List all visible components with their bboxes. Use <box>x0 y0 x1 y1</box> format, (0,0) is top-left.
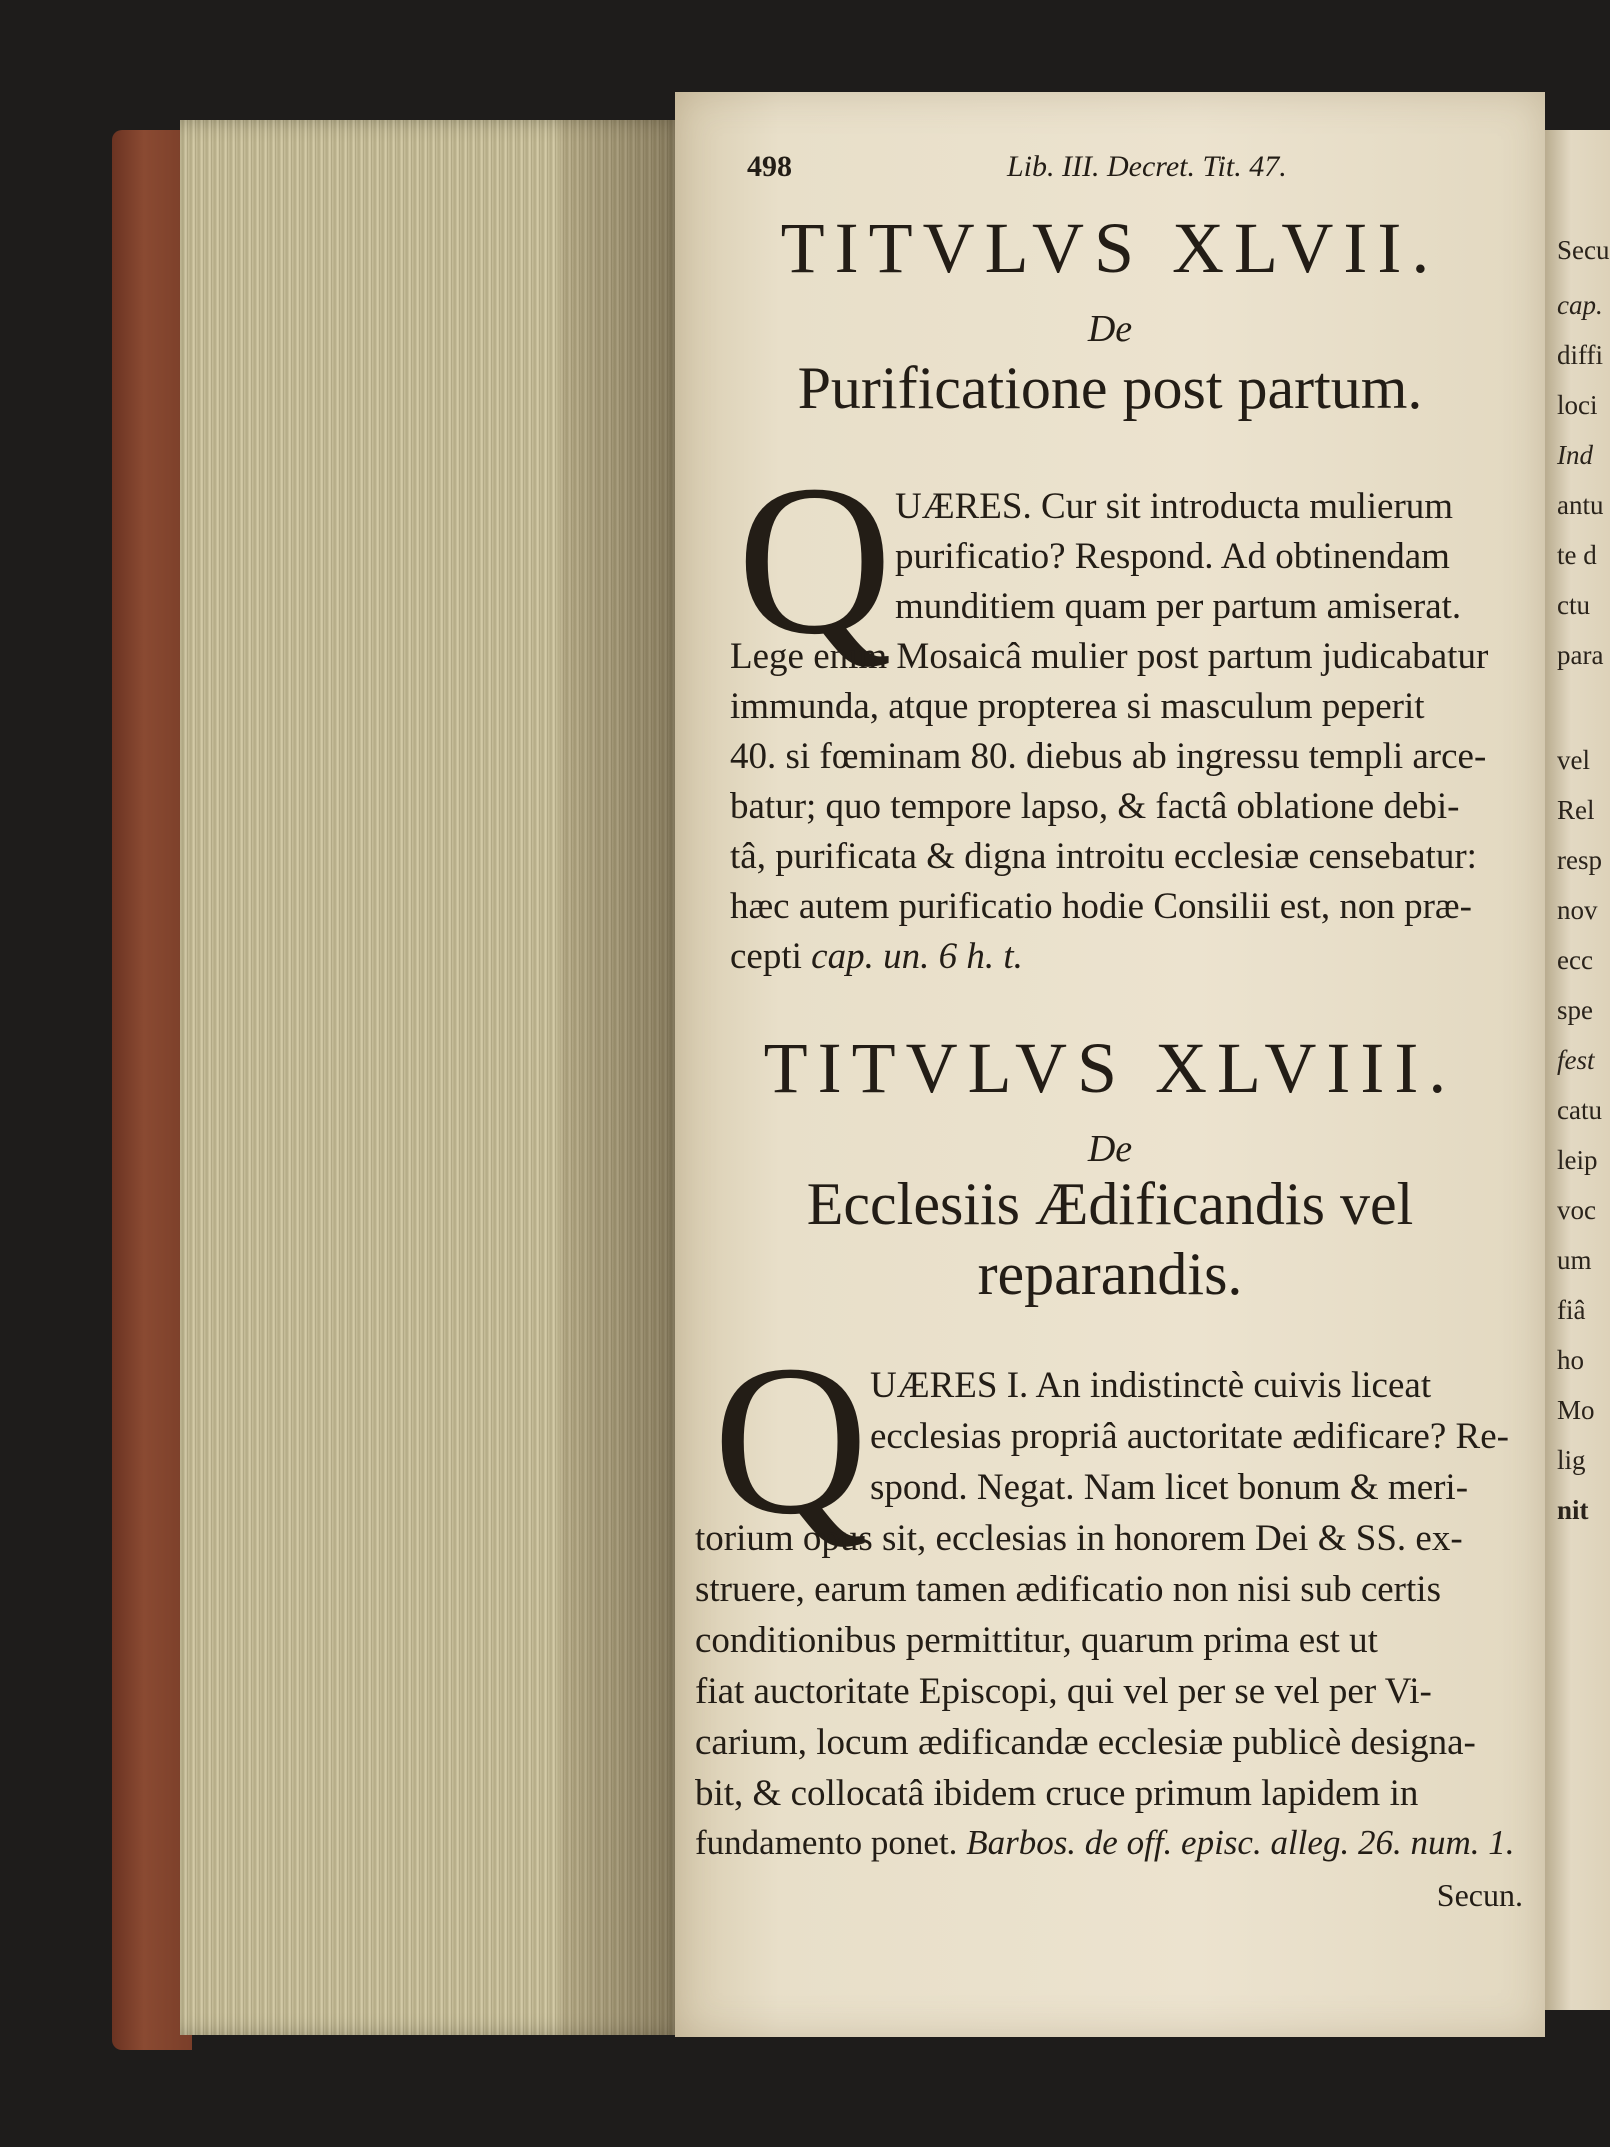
text-line: hæc autem purificatio hodie Consilii est, non præ- <box>730 886 1472 927</box>
text-line: purificatio? Respond. Ad obtinendam <box>895 536 1450 577</box>
facing-page-fragment: Secu cap. diffi loci Ind antu te d ctu para vel Rel resp nov ecc spe fest catu leip voc um fiâ ho Mo lig nit <box>1545 130 1610 2010</box>
text-line: fiat auctoritate Episcopi, qui vel per se vel per Vi- <box>695 1671 1432 1712</box>
section-subtitle: Purificatione post partum. <box>797 355 1423 421</box>
text-line: torium opus sit, ecclesias in honorem Dei & SS. ex- <box>695 1518 1463 1559</box>
section-title: TITVLVS XLVII. <box>780 208 1440 288</box>
running-title: Lib. III. Decret. Tit. 47. <box>1007 150 1287 183</box>
section-de: De <box>1087 1128 1133 1170</box>
drop-cap: Q <box>737 440 893 679</box>
page-number: 498 <box>747 150 792 183</box>
text-line: UÆRES I. An indistinctè cuivis liceat <box>870 1365 1432 1406</box>
running-head <box>747 150 1537 184</box>
text-line: UÆRES. Cur sit introducta mulierum <box>895 486 1454 527</box>
text-line: conditionibus permittitur, quarum prima est ut <box>695 1620 1378 1661</box>
book-page <box>675 92 1545 2037</box>
section-subtitle: reparandis. <box>977 1241 1243 1307</box>
text-line: fundamento ponet. Barbos. de off. episc. alleg. 26. num. 1. <box>695 1823 1515 1862</box>
text-line: munditiem quam per partum amiserat. <box>895 586 1462 627</box>
text-line: tâ, purificata & digna introitu ecclesiæ censebatur: <box>730 836 1477 877</box>
text-line: immunda, atque propterea si masculum peperit <box>730 686 1425 727</box>
citation: Barbos. de off. episc. alleg. 26. num. 1. <box>966 1823 1515 1862</box>
section-de: De <box>1087 308 1133 350</box>
section-subtitle: Ecclesiis Ædificandis vel <box>806 1171 1414 1237</box>
text-line: struere, earum tamen ædificatio non nisi sub certis <box>695 1569 1441 1610</box>
text-line: ecclesias propriâ auctoritate ædificare? Re- <box>870 1416 1509 1457</box>
citation: cap. un. 6 h. t. <box>811 936 1023 977</box>
text-line: carium, locum ædificandæ ecclesiæ publicè designa- <box>695 1722 1476 1763</box>
text-line: batur; quo tempore lapso, & factâ oblatione debi- <box>730 786 1460 827</box>
catchword: Secun. <box>1436 1877 1523 1913</box>
text-line: cepti cap. un. 6 h. t. <box>730 936 1023 977</box>
text-line: spond. Negat. Nam licet bonum & meri- <box>870 1467 1469 1508</box>
drop-cap: Q <box>713 1320 869 1559</box>
text-line: bit, & collocatâ ibidem cruce primum lapidem in <box>695 1773 1419 1814</box>
section-title: TITVLVS XLVIII. <box>763 1028 1457 1108</box>
text-line: 40. si fœminam 80. diebus ab ingressu templi arce- <box>730 736 1487 777</box>
text-line: Lege enim Mosaicâ mulier post partum judicabatur <box>730 636 1489 677</box>
